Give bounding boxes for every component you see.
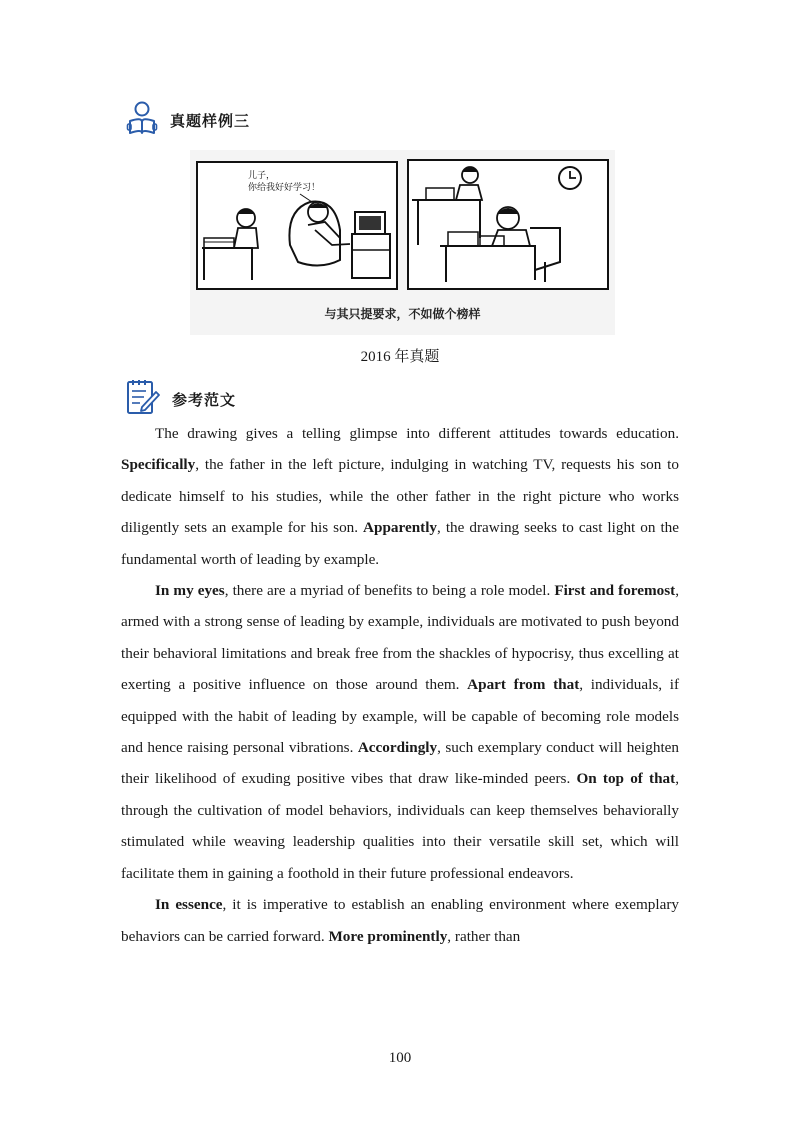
essay-paragraph bbox=[121, 889, 679, 952]
emphasis-phrase: In my eyes bbox=[155, 582, 225, 600]
year-caption: 2016 年真题 bbox=[360, 349, 440, 365]
emphasis-phrase: On top of that bbox=[576, 770, 676, 788]
essay-text-run: The drawing gives a telling glimpse into different attitudes towards education. bbox=[155, 425, 679, 442]
emphasis-phrase: Accordingly bbox=[357, 739, 438, 757]
cartoon-illustration bbox=[190, 150, 615, 300]
emphasis-phrase: In essence bbox=[155, 896, 223, 914]
figure-caption: 与其只提要求，不如做个榜样 bbox=[324, 307, 481, 321]
essay-text-run: , through the cultivation of model behaviors, individuals can keep themselves behaviorally stimulated while weaving leadership qualities into their versatile skill set, which will facilitate them in gaining a foothold in their future professional endeavors. bbox=[121, 770, 679, 882]
essay-paragraph bbox=[121, 575, 679, 889]
reader-icon bbox=[126, 100, 158, 141]
emphasis-phrase: Apparently bbox=[363, 519, 438, 537]
essay-text-run: , such exemplary conduct will heighten their likelihood of exuding positive vibes that draw like-minded peers. bbox=[121, 739, 679, 788]
notepad-pen-icon bbox=[126, 378, 160, 421]
essay-text-run: , individuals, if equipped with the habit of leading by example, will be capable of becoming role models and hence raising personal vibrations. bbox=[121, 676, 680, 757]
essay-paragraph bbox=[121, 418, 679, 575]
essay-text-run: , there are a myriad of benefits to being a role model. bbox=[224, 582, 555, 600]
essay-text-run: , the father in the left picture, indulging in watching TV, requests his son to dedicate himself to his studies, while the other father in the right picture who works diligently sets an example for his son. bbox=[121, 456, 679, 537]
section-heading-example bbox=[126, 100, 250, 141]
speech-bubble-line2: 你给我好好学习！ bbox=[248, 183, 321, 193]
essay-text-run: , rather than bbox=[447, 927, 521, 945]
emphasis-phrase: Specifically bbox=[121, 456, 196, 474]
section-heading-sample-essay bbox=[126, 378, 236, 421]
speech-bubble-line1: 儿子， bbox=[248, 171, 276, 181]
essay-text-run: , armed with a strong sense of leading by example, individuals are motivated to push beyond their behavioral limitations and break free from the shackles of hypocrisy, thus excelling at exerting a positive influence on those around them. bbox=[121, 582, 679, 694]
emphasis-phrase: First and foremost bbox=[554, 582, 676, 600]
sample-essay bbox=[121, 418, 679, 952]
emphasis-phrase: More prominently bbox=[328, 927, 448, 945]
emphasis-phrase: Apart from that bbox=[467, 676, 580, 694]
section-title: 真题样例三 bbox=[170, 112, 251, 130]
page-number: 100 bbox=[388, 1050, 412, 1066]
section-title: 参考范文 bbox=[172, 391, 237, 409]
essay-text-run: , the drawing seeks to cast light on the fundamental worth of leading by example. bbox=[121, 519, 679, 568]
essay-text-run: , it is imperative to establish an enabling environment where exemplary behaviors can be carried forward. bbox=[121, 896, 679, 945]
cartoon-figure bbox=[190, 150, 615, 335]
